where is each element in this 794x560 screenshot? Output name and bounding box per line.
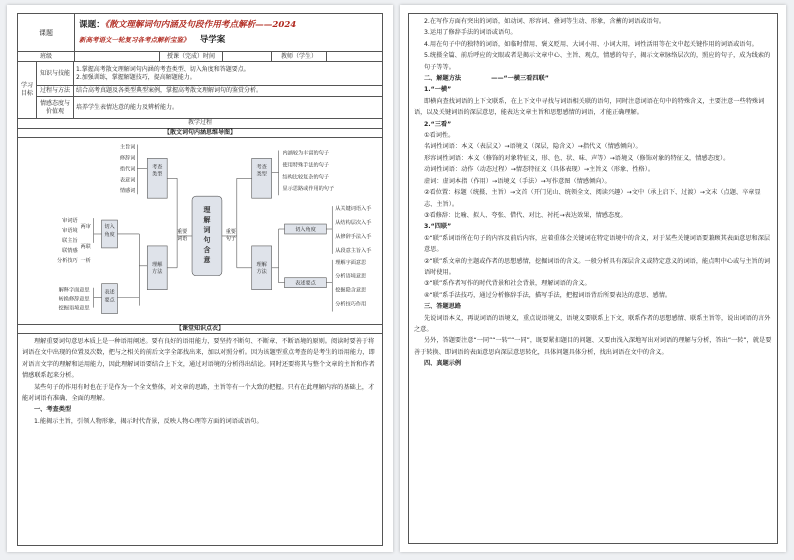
- lian-2: ②“联”系文章的主题或作者的思想感情，挖掘词语的含义。一般分析具有深层含义或特定意义的词语，能点明中心或与主旨的词语时使用。: [424, 257, 771, 276]
- right-sub-1: 1.“一横”: [424, 86, 452, 94]
- right-page: [400, 5, 786, 552]
- mindmap: [17, 138, 383, 324]
- see-5: 虚词：虚词本指（作用）→语境义（手法）→写作意图（情感倾向）。: [424, 177, 611, 185]
- svg-text:词语: 词语: [177, 235, 188, 242]
- see-7: ③看修辞：比喻、拟人、夸张、借代、对比、衬托→表达效果，情感态度。: [424, 211, 627, 219]
- left-points-group: 表述要点: [104, 289, 115, 304]
- lian-3: ③“联”系作者写作的时代背景和社会背景，理解词语的含义。: [424, 280, 591, 288]
- left-point-1: 解释字面意思: [58, 287, 90, 294]
- right-section-3: 三、答题思路: [424, 303, 462, 311]
- right-section-4: 四、真题示例: [424, 360, 462, 368]
- right-type-3: 结构比较复杂的句子: [282, 174, 329, 181]
- left-type-2: 修辞词: [119, 155, 136, 162]
- left-section-1: 一、考查类型: [34, 406, 72, 414]
- see-6: ②看位置：标题（统摄、主旨）→文首（开门见山、统领全文、阅读兴趣）→文中（承上启下、过渡）→文末（点题、卒章显志、主旨）。: [424, 189, 761, 208]
- right-s3-p1: 先说词语本义，再说词语的语境义，重点说语境义，语境义要联系上下文，联系作者的思想感情、联系主旨等，说出词语的言外之意。: [414, 314, 771, 333]
- right-text-block: [408, 13, 778, 544]
- left-angle-3: 联主旨: [62, 237, 78, 244]
- subtitle-black: 导学案: [199, 34, 226, 45]
- right-angle-group: 切入角度: [295, 227, 316, 233]
- header-title-cell: [75, 14, 383, 52]
- left-angle-4: 联情感: [62, 247, 78, 254]
- left-paragraph-1: 理解重要词句意思本质上是一种语用阐述。要有良好的语用能力，要坚持不断句、不断章、不断语境的原则。阅读时要善于将词语在文中出现的位置及次数，把与之相关的前后文字全部找出来，加以对照分析。因为该题型重点考查的是考生的语用能力，即对语言文字的理解和运用能力，因此理解词语要结合上下文，通过对语境的分析得出结论。同时还要将其与整个文章的主旨和作者情感联系起来分析。: [22, 338, 375, 380]
- see-4: 动词性词语：动作（动态过程）→情态特征义（具体表现）→主旨义（形象、性格）。: [424, 166, 655, 174]
- goals-label: 学习目标: [18, 62, 37, 119]
- goal-value-3: 培养学生表情达意的能力及辨析能力。: [74, 97, 383, 119]
- left-branch1-label: 考查类型: [152, 164, 163, 178]
- right-point-3: 挖掘隐含意思: [335, 287, 367, 294]
- lian-1: ①“联”系词语所在句子的内容及前后内容，应着重体会关键词在特定语境中的含义，对于某些关键词语要兼顾其表面意思和深层意思。: [424, 234, 771, 254]
- right-type-1: 内涵较为丰富的句子: [282, 150, 329, 157]
- svg-text:两审: 两审: [80, 224, 91, 231]
- right-angle-3: 从修辞手法入手: [335, 233, 372, 240]
- goal-value-1: 1.掌握高考散文理解词句内涵的考查类型、切入角度和答题要点。 2.加强训练，掌握解题技巧，提高解题能力。: [74, 62, 383, 86]
- title-main: 《散文理解词句内涵及句段作用考点解析——2024: [104, 19, 297, 30]
- right-s3-p2: 另外，答题要注意“一同”“一转”“一同”，既要紧扣题目的问题、又要由浅入深地写出对词语的理解与分析，答出“一转”，就是要善于转换、即词语的表面意思向深层意思转化，具体问题具体分析，找出词语在文中的含义。: [414, 337, 772, 356]
- goal-key-1: 知识与技能: [37, 62, 74, 86]
- see-1: ①看词性。: [424, 132, 455, 140]
- left-type-3: 指代词: [119, 166, 136, 173]
- left-angle-1: 审词语: [62, 218, 78, 225]
- right-point-4: 分析技巧作用: [335, 301, 367, 308]
- knowledge-title: 【课堂知识点衣】: [17, 324, 383, 334]
- svg-text:一析: 一析: [80, 257, 91, 264]
- right-type-4: 显示思路或作用的句子: [282, 186, 335, 193]
- left-angle-5: 分析技巧: [57, 257, 78, 264]
- right-branch1-label: 考查类型: [256, 164, 267, 178]
- right-branch2-label: 理解方法: [256, 261, 267, 275]
- lian-4: ④“联”系手法技巧，通过分析修辞手法，描写手法，把握词语背后所要表达的意思、感情。: [424, 291, 672, 299]
- goal-value-2: 结合高考真题及各类型典型案例，掌握高考散文理解词句的鉴赏分析。: [74, 86, 383, 97]
- left-type-4: 表意词: [119, 177, 136, 184]
- subtitle-red: 新高考语文一轮复习各考点解析宝鉴》: [79, 35, 190, 44]
- right-section-2: 二、解题方法 ——“一横三看四联”: [424, 75, 549, 83]
- right-points-group: 表述要点: [295, 280, 316, 287]
- goal-key-3: 情感态度与价值观: [37, 97, 74, 119]
- right-item-5: 5.统摄全篇、前后呼应的文眼或者是揭示文章中心、主旨、观点，情感的句子，揭示文章脉络层次的，照应的句子，成为线索的句子等等。: [424, 52, 771, 71]
- goal-key-2: 过程与方法: [37, 86, 74, 97]
- see-2: 名词性词语：本义（表层义）→语境义（深层，隐含义）→指代义（情感倾向）。: [424, 143, 642, 151]
- left-branch2-label: 理解方法: [152, 261, 163, 275]
- left-angle-2: 审语境: [62, 227, 78, 234]
- left-angle-group: 切入角度: [104, 224, 115, 238]
- left-paragraph-2: 某些句子的作用有时也在于是作为一个全文整体，对文章的思路，主旨等有一个大致的把握。只有在此理解内容的基础上，才能对词语有准确、全面的理解。: [22, 383, 375, 403]
- teaching-process: 教学过程: [17, 118, 383, 128]
- teacher-label: 教师（学生）: [272, 52, 327, 62]
- mindmap-title: 【散文词句内涵思维导图】: [17, 128, 383, 138]
- right-item-2: 2.在写作方面有突出的词语，如动词、形容词、叠词等生动、形象，含蓄的词语或语句。: [424, 18, 666, 25]
- mid-left-label: 重要: [177, 228, 188, 235]
- mindmap-center: 理解词句含意: [203, 206, 211, 264]
- left-text-block: [17, 334, 383, 546]
- right-angle-2: 从结构层次入手: [335, 220, 372, 227]
- title-prefix: 课题：: [79, 19, 105, 30]
- right-angle-1: 从关键词语入手: [335, 206, 372, 213]
- left-point-2: 转换修辞意思: [58, 296, 90, 303]
- right-item-3: 3.运用了修辞手法的词语或语句。: [424, 29, 517, 37]
- right-sub-3: 3.“四联”: [424, 223, 452, 231]
- right-sub-1-text: 即横向查找词语的上下文联系，在上下文中寻找与词语相关联的语句，同时注意词语在句中的特殊含义，主要注意一些特殊词语，以及关键词语的深层意思，能表达文章主旨和思想感情的词语，才能正确理解。: [414, 97, 765, 117]
- header-table: [17, 13, 383, 52]
- header-left-cell: 课题: [18, 14, 75, 52]
- mid-right-label: 重要: [225, 228, 236, 235]
- left-item-1: 1.能揭示主旨，引领人物形象，揭示时代背景，反映人物心理等方面的词语或语句。: [34, 417, 263, 425]
- right-point-2: 分析语境意思: [335, 273, 367, 280]
- left-point-3: 挖掘语境意思: [58, 305, 90, 312]
- left-type-1: 主旨词: [119, 144, 136, 151]
- right-angle-4: 从段意主旨入手: [335, 247, 372, 254]
- right-item-4: 4.用在句子中的独特的词语，如临时借用、褒义贬用、大词小用、小词大用，词性活用等在文中起关键作用的词语或语句。: [424, 40, 758, 48]
- time-label: 授课（完成）时间: [160, 52, 223, 62]
- class-label: 班级: [18, 52, 75, 62]
- right-type-2: 使用特殊手法的句子: [282, 162, 329, 169]
- left-page: [7, 5, 393, 552]
- right-point-1: 理解字面意思: [335, 259, 367, 266]
- svg-text:两联: 两联: [80, 243, 91, 250]
- right-sub-2: 2.“三看”: [424, 120, 452, 128]
- left-type-5: 情感词: [119, 188, 136, 195]
- goals-table: [17, 61, 383, 119]
- see-3: 形容词性词语：本义（修饰的对象特征义，形、色、状、味、声等）→语境义（修饰对象的特征义，情感态度）。: [424, 154, 730, 162]
- svg-text:句子: 句子: [225, 235, 236, 242]
